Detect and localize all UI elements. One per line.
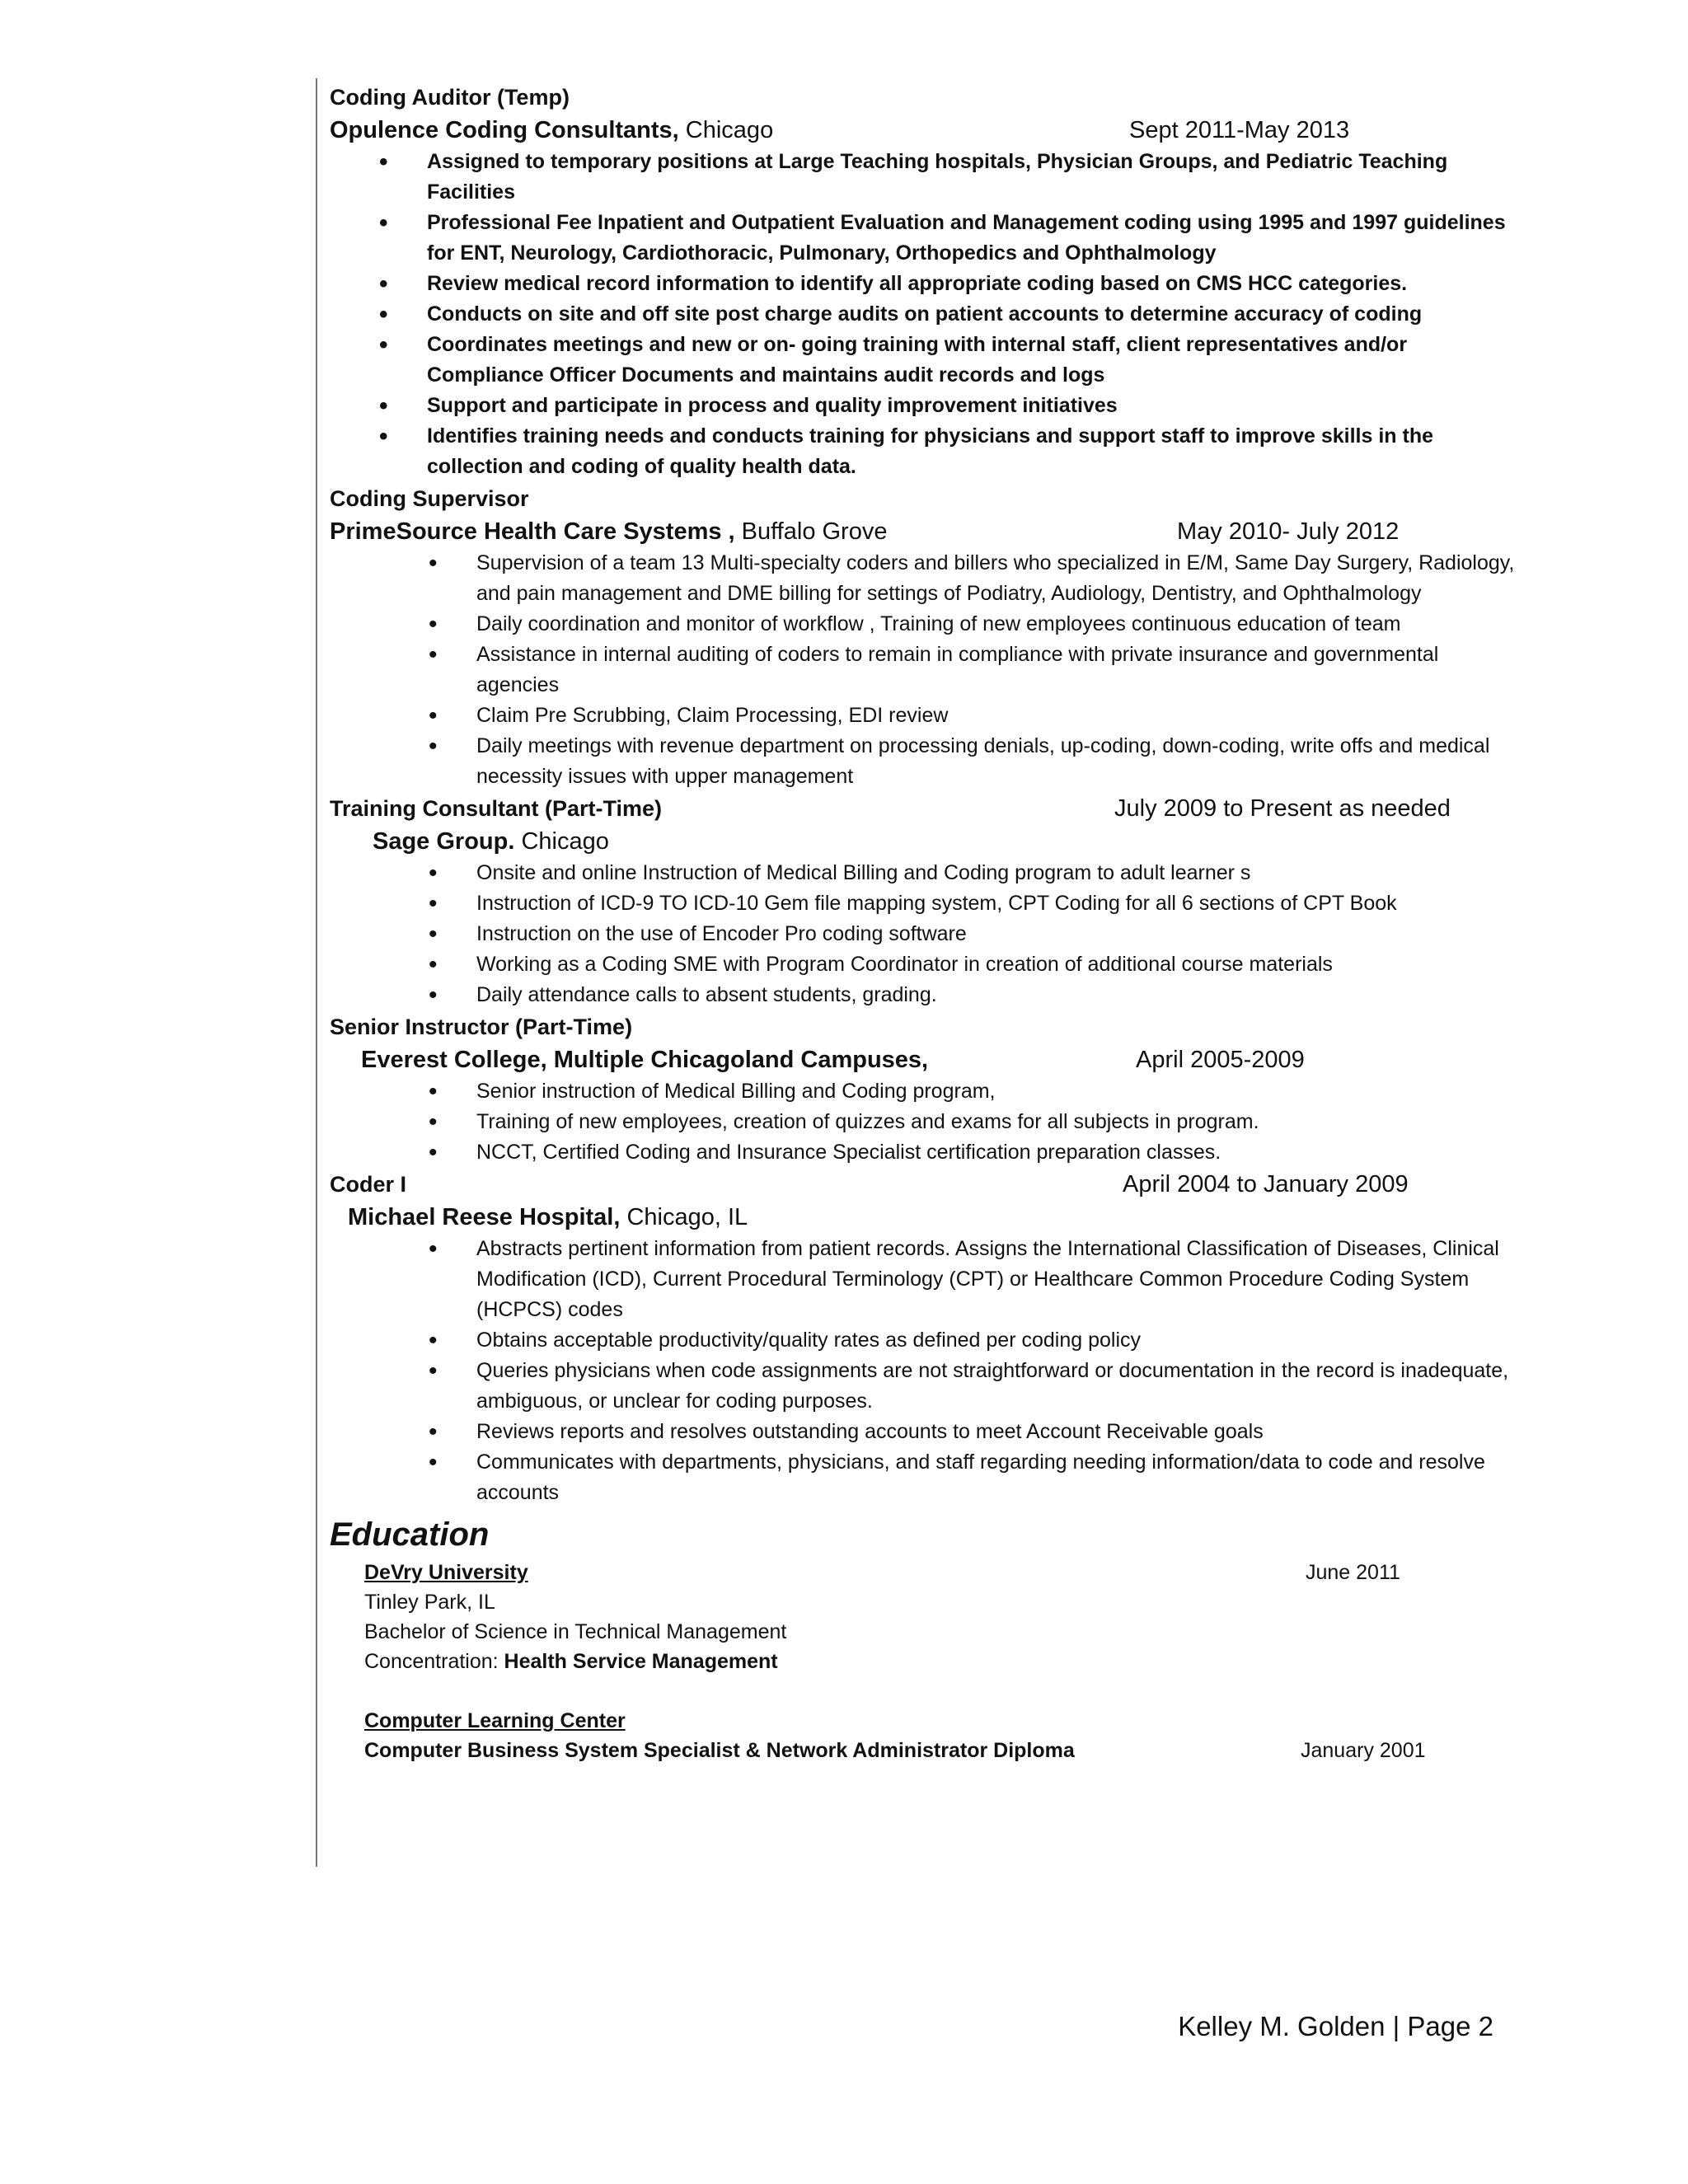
job-title: Coding Auditor (Temp) [330,85,570,110]
duty-item: • Daily meetings with revenue department on processing denials, up-coding, down-coding, write offs and medical necessity issues with upper management [330,731,1517,792]
footer-name: Kelley M. Golden [1178,2011,1386,2041]
job-date: April 2005-2009 [1136,1047,1305,1073]
school-name: Computer Learning Center [364,1709,626,1732]
org-name: Everest College, Multiple Chicagoland Campuses, [361,1047,929,1073]
job-duties [330,147,1517,482]
job-org-line [330,114,1517,147]
job-org-line [330,1043,1517,1076]
org-name: PrimeSource Health Care Systems , [330,518,735,545]
duty-item: • Identifies training needs and conducts training for physicians and support staff to improve skills in the collection and coding of quality health data. [330,421,1517,482]
duty-item: • Assistance in internal auditing of coders to remain in compliance with private insurance and governmental agencies [330,640,1517,701]
job-duties [330,858,1517,1010]
duty-item: • Claim Pre Scrubbing, Claim Processing, EDI review [330,701,1517,731]
org-location: Chicago [514,828,609,855]
job-date: Sept 2011-May 2013 [1129,117,1350,143]
school-date: January 2001 [1301,1739,1426,1762]
org-name: Opulence Coding Consultants, [330,117,679,143]
school-location: Tinley Park, IL [364,1591,495,1614]
duty-item: • Working as a Coding SME with Program Coordinator in creation of additional course materials [330,949,1517,980]
school-row [364,1736,1517,1765]
org-location: Buffalo Grove [734,518,888,545]
job-entry [330,482,1517,792]
job-entry [330,81,1517,482]
duty-item: • Daily attendance calls to absent students, grading. [330,980,1517,1010]
margin-rule [316,78,317,1867]
duty-item: • Instruction on the use of Encoder Pro coding software [330,919,1517,949]
duty-item: • Professional Fee Inpatient and Outpatient Evaluation and Management coding using 1995 and 1997 guidelines for ENT, Neurology, Cardiothoracic, Pulmonary, Orthopedics and Ophthalmology [330,208,1517,269]
footer-separator: | [1392,2011,1400,2041]
job-duties [330,548,1517,792]
duty-item: • Training of new employees, creation of quizzes and exams for all subjects in program. [330,1107,1517,1137]
job-title-line [330,1168,1517,1201]
degree: Computer Business System Specialist & Network Administrator Diploma [364,1739,1075,1762]
job-entry [330,792,1517,1010]
duty-item: • Supervision of a team 13 Multi-specialty coders and billers who specialized in E/M, Same Day Surgery, Radiology, and pain management and DME billing for settings of Podiatry, Audiology, Dentistry, and Ophthalmology [330,548,1517,609]
job-entry [330,1168,1517,1508]
job-org-line [330,515,1517,548]
duty-item: • Senior instruction of Medical Billing and Coding program, [330,1076,1517,1107]
job-title-line [330,792,1517,825]
org-name: Sage Group. [373,828,515,855]
duty-item: • Support and participate in process and quality improvement initiatives [330,391,1517,421]
school-name: DeVry University [364,1561,528,1584]
duty-item: • NCCT, Certified Coding and Insurance Specialist certification preparation classes. [330,1137,1517,1168]
job-title: Coding Supervisor [330,486,529,511]
duty-item: • Coordinates meetings and new or on- going training with internal staff, client representatives and/or Compliance Officer Documents and maintains audit records and logs [330,330,1517,391]
job-title: Senior Instructor (Part-Time) [330,1015,633,1039]
duty-item: • Conducts on site and off site post charge audits on patient accounts to determine accuracy of coding [330,299,1517,330]
duty-item: • Instruction of ICD-9 TO ICD-10 Gem file mapping system, CPT Coding for all 6 sections of CPT Book [330,888,1517,919]
job-title: Coder I [330,1172,407,1197]
page-footer [1178,2011,1493,2042]
job-org-line [330,825,1517,858]
education-section [330,1558,1517,1765]
duty-item: • Communicates with departments, physicians, and staff regarding needing information/data to code and resolve accounts [330,1447,1517,1508]
experience-section [330,81,1517,1765]
job-date: July 2009 to Present as needed [1114,795,1451,822]
duty-item: • Obtains acceptable productivity/quality rates as defined per coding policy [330,1325,1517,1356]
job-date: April 2004 to January 2009 [1123,1171,1409,1197]
job-duties [330,1234,1517,1508]
duty-item: • Abstracts pertinent information from patient records. Assigns the International Classification of Diseases, Clinical Modification (ICD), Current Procedural Terminology (CPT) or Healthcare Common Procedure Coding System (HCPCS) codes [330,1234,1517,1325]
duty-item: • Daily coordination and monitor of workflow , Training of new employees continuous education of team [330,609,1517,640]
concentration-label: Concentration: [364,1650,504,1673]
org-location: Chicago, IL [620,1204,748,1230]
duty-item: • Assigned to temporary positions at Large Teaching hospitals, Physician Groups, and Pediatric Teaching Facilities [330,147,1517,208]
job-org-line [330,1201,1517,1234]
school-row [364,1706,1517,1736]
job-title: Training Consultant (Part-Time) [330,796,663,821]
spacer [364,1676,1517,1706]
school-row [364,1558,1517,1587]
org-location: Chicago [678,117,774,143]
job-duties [330,1076,1517,1168]
school-date: June 2011 [1306,1561,1400,1584]
duty-item: • Onsite and online Instruction of Medical Billing and Coding program to adult learner s [330,858,1517,888]
education-heading: Education [330,1516,490,1553]
job-entry [330,1010,1517,1168]
footer-page-number: Page 2 [1407,2011,1493,2041]
degree: Bachelor of Science in Technical Management [364,1620,787,1643]
duty-item: • Review medical record information to identify all appropriate coding based on CMS HCC categories. [330,269,1517,299]
duty-item: • Reviews reports and resolves outstanding accounts to meet Account Receivable goals [330,1417,1517,1447]
concentration: Health Service Management [504,1650,778,1673]
org-name: Michael Reese Hospital, [348,1204,621,1230]
concentration-row [364,1647,1517,1676]
job-date: May 2010- July 2012 [1177,518,1400,545]
duty-item: • Queries physicians when code assignments are not straightforward or documentation in the record is inadequate, ambiguous, or unclear for coding purposes. [330,1356,1517,1417]
